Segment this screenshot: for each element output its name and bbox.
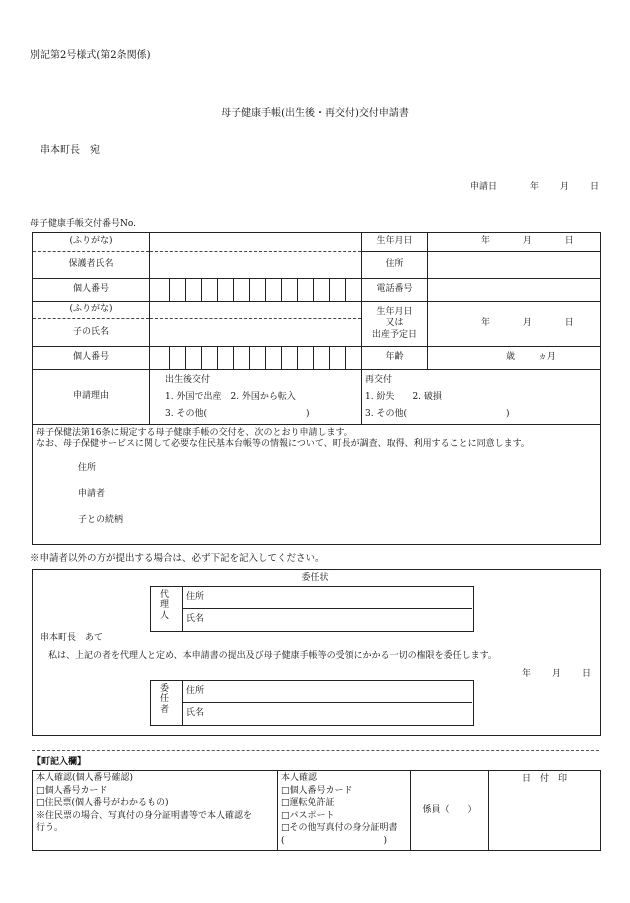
delegator-address-label: 住所: [186, 686, 205, 696]
address-field[interactable]: [428, 252, 601, 279]
child-furigana-field[interactable]: [150, 302, 362, 319]
guardian-name-label: 保護者氏名: [33, 252, 150, 279]
proxy-date-month: 月: [552, 669, 562, 679]
child-my-number-label: 個人番号: [33, 347, 150, 370]
proxy-date-day: 日: [582, 669, 592, 679]
child-furigana-label: (ふりがな): [33, 302, 150, 319]
office-separator: [32, 750, 599, 751]
after-birth-option-2[interactable]: 3. その他( ): [165, 409, 310, 420]
after-birth-options: 出生後交付 1. 外国で出産 2. 外国から転入 3. その他( ): [150, 370, 362, 425]
proxy-date-year: 年: [522, 669, 532, 679]
id-option-residence[interactable]: □住民票(個人番号がわかるもの): [36, 798, 169, 809]
child-birthdate-field[interactable]: 年 月 日: [428, 302, 601, 347]
reissue-option-2[interactable]: 3. その他( ): [365, 409, 510, 420]
declaration-line-2: なお、母子保健サービスに関して必要な住民基本台帳等の情報について、町長が調査、取得、利用することに同意します。: [36, 439, 530, 450]
proxy-addressee: 串本町長 あて: [40, 633, 104, 643]
guardian-birthdate-field[interactable]: 年 月 日: [428, 233, 601, 252]
guardian-birthdate-label: 生年月日: [362, 233, 428, 252]
age-field[interactable]: 歳 ヵ月: [428, 347, 601, 370]
identity-option-license[interactable]: □運転免許証: [281, 798, 335, 809]
child-my-number-field[interactable]: [150, 347, 362, 370]
guardian-my-number-label: 個人番号: [33, 279, 150, 302]
delegator-label: 委 任 者: [160, 684, 170, 715]
agent-address-label: 住所: [186, 592, 205, 602]
date-day: 日: [590, 182, 600, 192]
identity-option-card[interactable]: □個人番号カード: [281, 785, 353, 796]
age-label: 年齢: [362, 347, 428, 370]
identity-check-cell: 本人確認 □個人番号カード □運転免許証 □パスポート □その他写真付の身分証明書 ( ): [278, 771, 411, 851]
reissue-options: 再交付 1. 紛失 2. 破損 3. その他( ): [362, 370, 601, 425]
declaration-relation-label: 子との続柄: [78, 515, 124, 525]
agent-label: 代 理 人: [160, 590, 170, 621]
agent-name-label: 氏名: [186, 614, 205, 624]
guardian-furigana-label: (ふりがな): [33, 233, 150, 252]
guardian-my-number-field[interactable]: [150, 279, 362, 302]
address-label: 住所: [362, 252, 428, 279]
after-birth-option-1[interactable]: 1. 外国で出産 2. 外国から転入: [165, 392, 296, 403]
child-name-label: 子の氏名: [33, 319, 150, 347]
booklet-number-label: 母子健康手帳交付番号No.: [30, 219, 136, 229]
proxy-title: 委任状: [301, 573, 329, 583]
my-number-check-cell: 本人確認(個人番号確認) □個人番号カード □住民票(個人番号がわかるもの) ※住民票の場合、写真付の身分証明書等で本人確認を 行う。: [33, 771, 278, 851]
proxy-statement: 私は、上記の者を代理人と定め、本申請書の提出及び母子健康手帳等の受領にかかる一切の権限を委任します。: [48, 651, 497, 661]
reason-label: 申請理由: [33, 370, 150, 425]
office-section-label: 【町記入欄】: [32, 757, 87, 767]
id-option-card[interactable]: □個人番号カード: [36, 785, 108, 796]
declaration-address-label: 住所: [78, 462, 97, 473]
reissue-option-1[interactable]: 1. 紛失 2. 破損: [365, 392, 442, 403]
child-name-field[interactable]: [150, 319, 362, 347]
page-title: 母子健康手帳(出生後・再交付)交付申請書: [221, 108, 409, 119]
identity-option-other[interactable]: □その他写真付の身分証明書: [281, 823, 398, 834]
declaration-applicant-label: 申請者: [78, 488, 106, 499]
application-date-label: 申請日: [470, 182, 498, 192]
date-month: 月: [560, 182, 570, 192]
date-stamp-cell: 日 付 印: [489, 771, 601, 851]
identity-option-passport[interactable]: □パスポート: [281, 810, 335, 821]
addressee: 串本町長 宛: [40, 145, 100, 156]
child-birthdate-label: 生年月日 又は 出産予定日: [362, 302, 428, 347]
application-table: [32, 232, 601, 545]
date-year: 年: [530, 182, 540, 192]
phone-label: 電話番号: [362, 279, 428, 302]
guardian-furigana-field[interactable]: [150, 233, 362, 252]
declaration-area: [33, 425, 601, 545]
proxy-note: ※申請者以外の方が提出する場合は、必ず下記を記入してください。: [30, 553, 325, 564]
phone-field[interactable]: [428, 279, 601, 302]
staff-cell: 係員（ ）: [411, 771, 489, 851]
declaration-line-1: 母子保健法第16条に規定する母子健康手帳の交付を、次のとおり申請します。: [36, 428, 353, 438]
guardian-name-field[interactable]: [150, 252, 362, 279]
form-reference: 別記第2号様式(第2条関係): [30, 50, 151, 61]
delegator-name-label: 氏名: [186, 708, 205, 718]
office-table: [32, 770, 601, 851]
